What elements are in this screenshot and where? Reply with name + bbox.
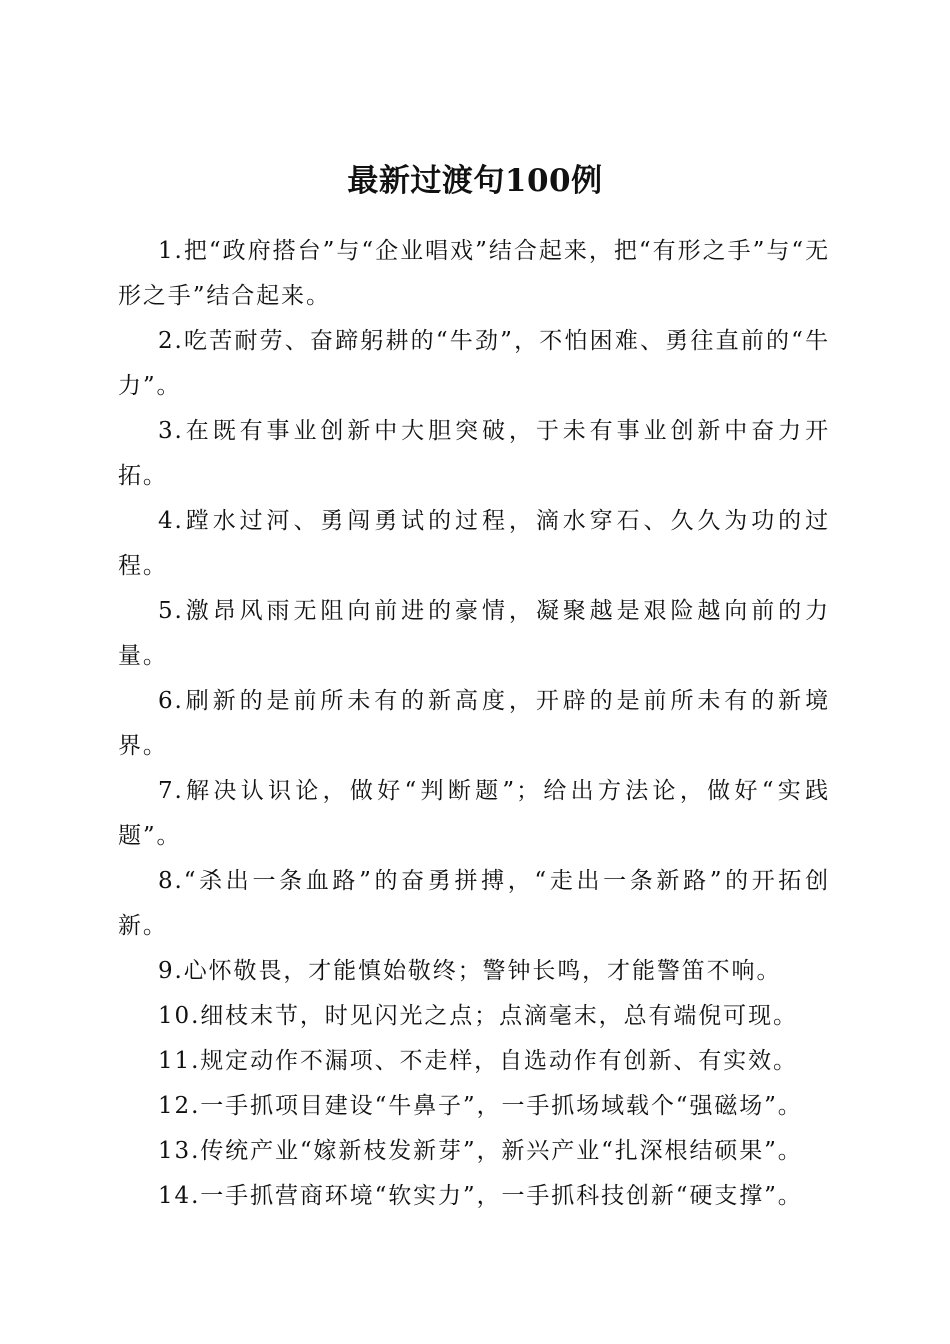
list-item: 6.刷新的是前所未有的新高度，开辟的是前所未有的新境界。 <box>118 688 830 759</box>
list-item: 2.吃苦耐劳、奋蹄躬耕的“牛劲”，不怕困难、勇往直前的“牛力”。 <box>118 328 830 399</box>
list-item: 8.“杀出一条血路”的奋勇拼搏，“走出一条新路”的开拓创新。 <box>118 868 830 939</box>
document-body <box>118 229 830 1219</box>
list-item: 7.解决认识论，做好“判断题”；给出方法论，做好“实践题”。 <box>118 778 830 849</box>
list-item: 3.在既有事业创新中大胆突破，于未有事业创新中奋力开拓。 <box>118 418 830 489</box>
list-item: 4.蹚水过河、勇闯勇试的过程，滴水穿石、久久为功的过程。 <box>118 508 830 579</box>
list-item: 14.一手抓营商环境“软实力”，一手抓科技创新“硬支撑”。 <box>158 1183 803 1209</box>
list-item: 13.传统产业“嫁新枝发新芽”，新兴产业“扎深根结硕果”。 <box>158 1138 803 1164</box>
list-item: 1.把“政府搭台”与“企业唱戏”结合起来，把“有形之手”与“无形之手”结合起来。 <box>118 238 830 309</box>
list-item: 12.一手抓项目建设“牛鼻子”，一手抓场域载个“强磁场”。 <box>158 1093 803 1119</box>
list-item: 9.心怀敬畏，才能慎始敬终；警钟长鸣，才能警笛不响。 <box>158 958 782 984</box>
list-item: 10.细枝末节，时见闪光之点；点滴毫末，总有端倪可现。 <box>158 1003 798 1029</box>
list-item: 5.激昂风雨无阻向前进的豪情，凝聚越是艰险越向前的力量。 <box>118 598 830 669</box>
page-title: 最新过渡句100例 <box>347 162 603 199</box>
list-item: 11.规定动作不漏项、不走样，自选动作有创新、有实效。 <box>158 1048 798 1074</box>
